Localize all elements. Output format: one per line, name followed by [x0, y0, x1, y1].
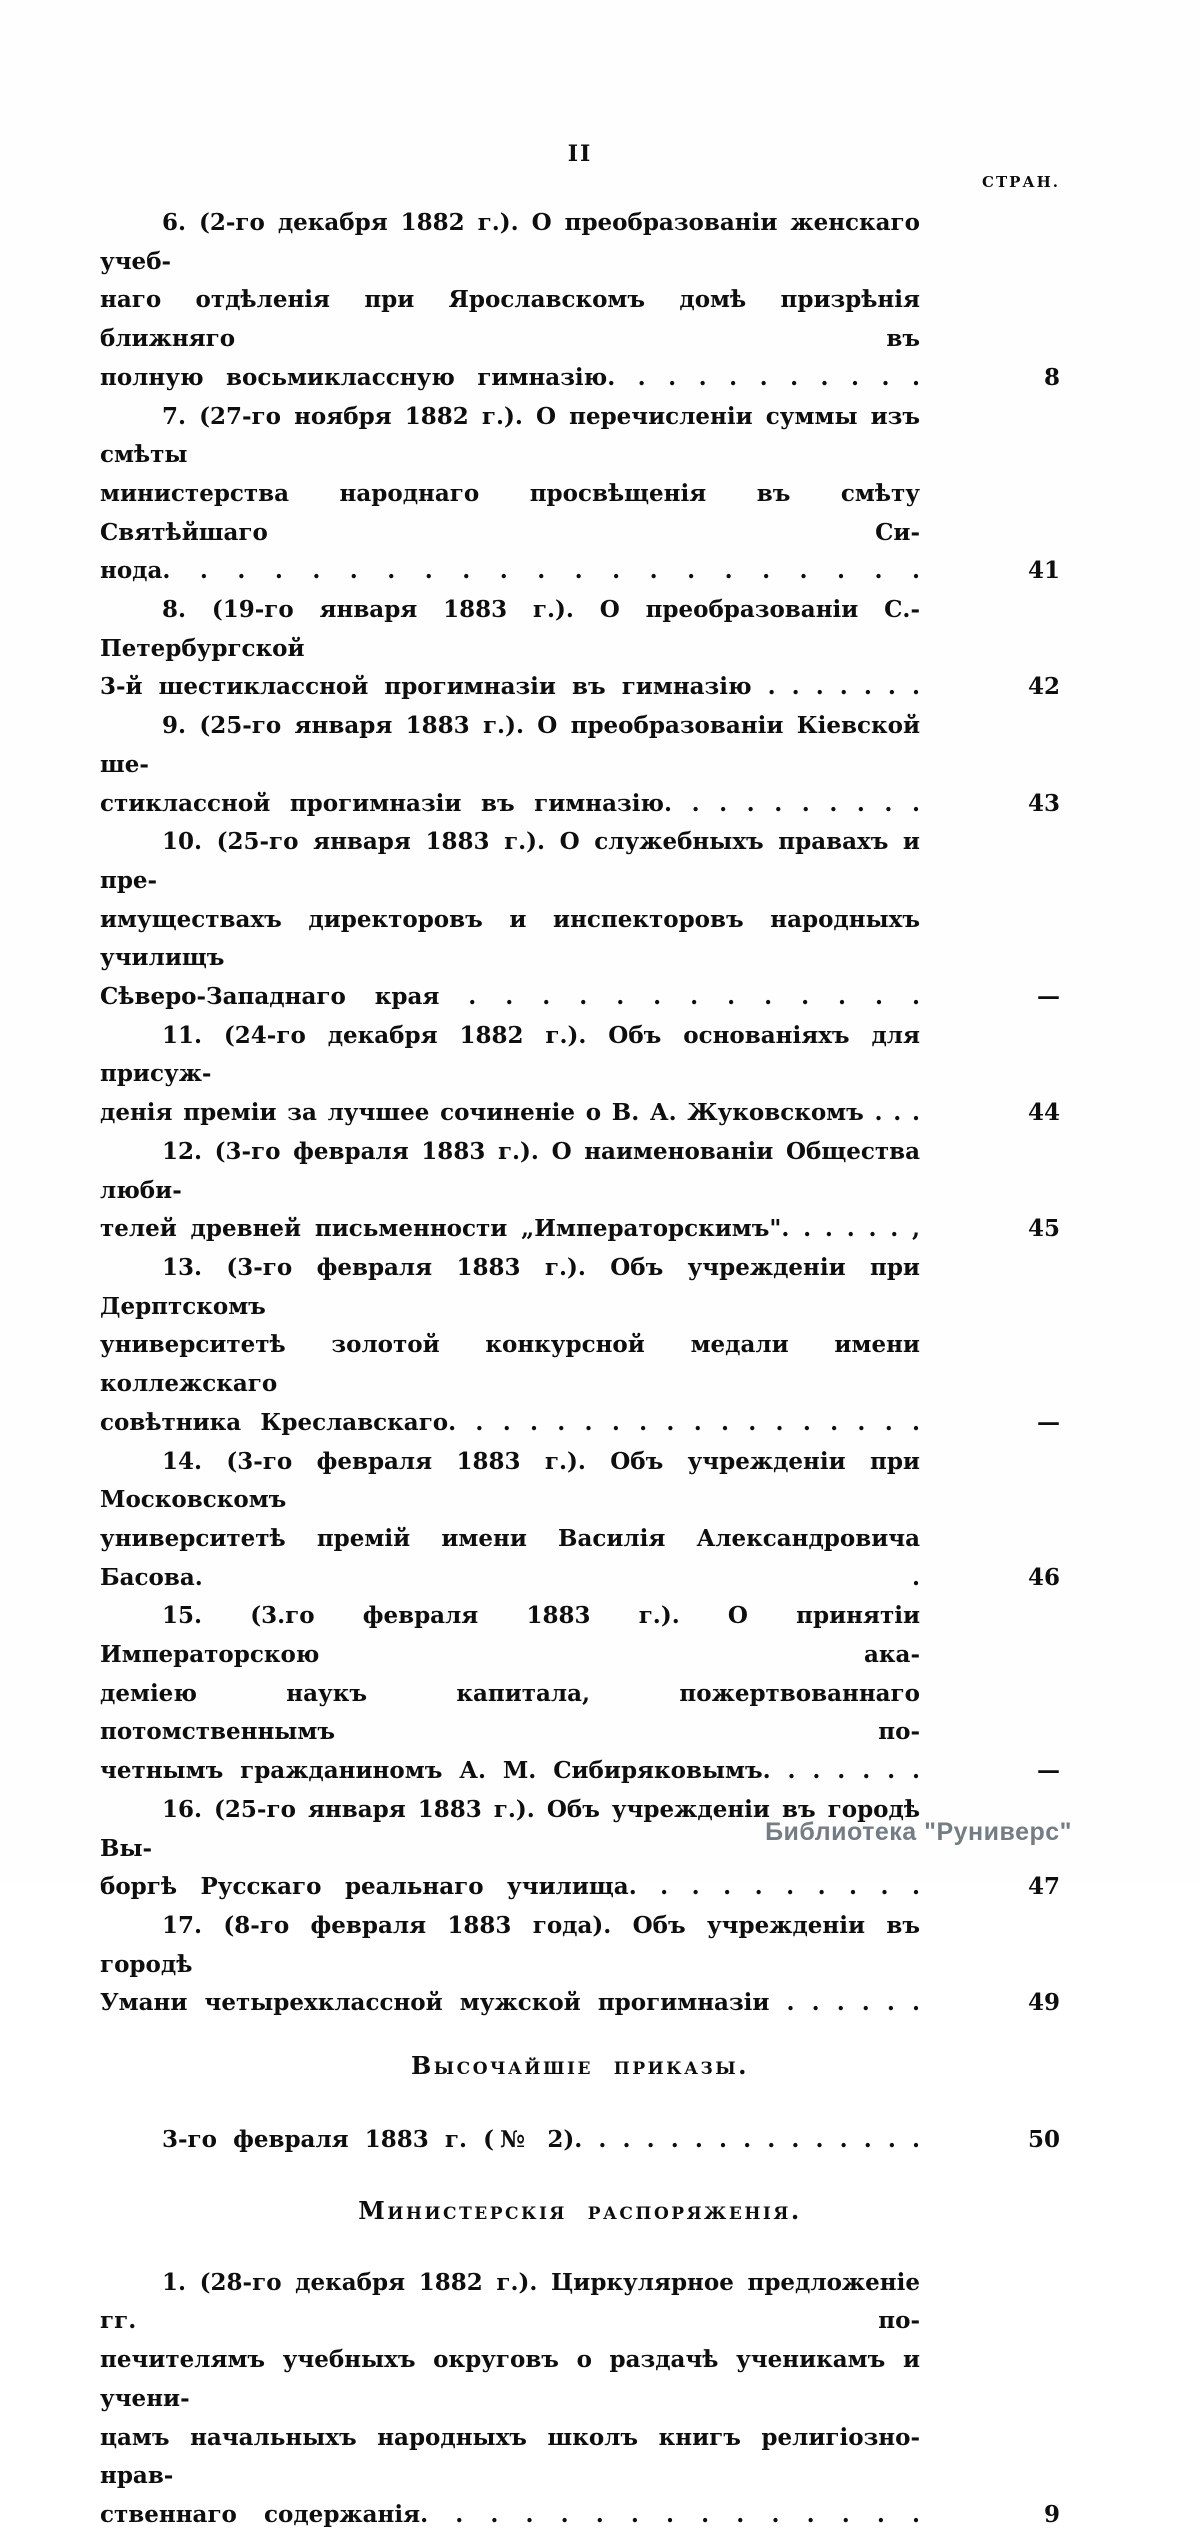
toc-page-number: 43: [1027, 789, 1060, 817]
toc-line: 11. (24-го декабря 1882 г.). Объ основаніяхъ для присуж-: [100, 1021, 920, 1088]
toc-line: полную восьмиклассную гимназію. . . . . . . . . . .: [100, 363, 920, 391]
toc-entry: [100, 398, 1060, 592]
toc-entry-text: [100, 1907, 920, 2023]
toc-line: телей древней письменности „Императорскимъ". . . . . . ,: [100, 1215, 920, 1243]
toc-entry-text: [100, 1017, 920, 1133]
toc-line: 3-го февраля 1883 г. (№ 2). . . . . . . . . . . . . . .: [162, 2126, 920, 2154]
toc-entry-text: [100, 1597, 920, 1791]
toc-entry: [100, 2264, 1060, 2535]
toc-line: 15. (3.го февраля 1883 г.). О принятіи Императорскою ака-: [100, 1602, 920, 1669]
page-column-header: СТРАН.: [982, 173, 1060, 191]
toc-line: 8. (19-го января 1883 г.). О преобразованіи С.-Петербургской: [100, 596, 920, 662]
toc-line: 12. (3-го февраля 1883 г.). О наименованіи Общества люби-: [100, 1137, 920, 1204]
toc-entry-text: [100, 398, 920, 592]
toc-entry: [100, 823, 1060, 1017]
toc-line: Умани четырехклассной мужской прогимназіи . . . . . .: [100, 1989, 920, 2017]
toc-page-number: 46: [1027, 1563, 1060, 1591]
toc-page-number: 42: [1027, 673, 1060, 701]
toc-entry-text: [100, 2264, 920, 2535]
toc-entry-text: [100, 1133, 920, 1249]
toc-line: боргѣ Русскаго реальнаго училища. . . . . . . . . .: [100, 1873, 920, 1901]
toc-page-number: 44: [1027, 1099, 1060, 1127]
toc-entry-text: [100, 591, 920, 707]
toc-page-number: 8: [1043, 363, 1060, 391]
toc-line: денія преміи за лучшее сочиненіе о В. А. Жуковскомъ . . .: [100, 1099, 920, 1127]
toc-line: имуществахъ директоровъ и инспекторовъ народныхъ училищъ: [100, 905, 920, 972]
toc-entry: [100, 204, 1060, 398]
toc-line: министерства народнаго просвѣщенія въ смѣту Святѣйшаго Си-: [100, 479, 920, 546]
toc-line: ственнаго содержанія. . . . . . . . . . . . . . .: [100, 2500, 920, 2528]
toc-line: 7. (27-го ноября 1882 г.). О перечисленіи суммы изъ смѣты: [100, 402, 920, 469]
toc-line: 3-й шестиклассной прогимназіи въ гимназію . . . . . . .: [100, 673, 920, 701]
toc-entry: [100, 1249, 1060, 1443]
toc-line: печителямъ учебныхъ округовъ о раздачѣ ученикамъ и учени-: [100, 2346, 920, 2412]
toc-entry: [100, 591, 1060, 707]
toc-line: 16. (25-го января 1883 г.). Объ учрежденіи въ городѣ Вы-: [100, 1795, 920, 1862]
toc-entry: [100, 1017, 1060, 1133]
toc-line: 9. (25-го января 1883 г.). О преобразованіи Кіевской ше-: [100, 712, 920, 778]
toc-line: 10. (25-го января 1883 г.). О служебныхъ правахъ и пре-: [100, 828, 920, 894]
toc-line: 17. (8-го февраля 1883 года). Объ учрежденіи въ городѣ: [100, 1911, 920, 1978]
toc-entry-text: [100, 1443, 920, 1598]
toc-entry: [100, 2121, 1060, 2160]
toc-line: 1. (28-го декабря 1882 г.). Циркулярное предложеніе гг. по-: [100, 2268, 920, 2335]
toc-page-number: 9: [1043, 2500, 1060, 2528]
toc-line: наго отдѣленія при Ярославскомъ домѣ призрѣнія ближняго въ: [100, 286, 920, 353]
toc-line: 14. (3-го февраля 1883 г.). Объ учрежденіи при Московскомъ: [100, 1447, 920, 1514]
table-of-contents: [100, 204, 1060, 2535]
toc-entry: [100, 1133, 1060, 1249]
toc-page-number: 47: [1027, 1873, 1060, 1901]
toc-line: 13. (3-го февраля 1883 г.). Объ учрежденіи при Дерптскомъ: [100, 1253, 920, 1320]
toc-entry-text: [100, 707, 920, 823]
toc-line: Сѣверо-Западнаго края . . . . . . . . . . . . .: [100, 983, 920, 1011]
toc-entry-text: [100, 1249, 920, 1443]
toc-line: стиклассной прогимназіи въ гимназію. . . . . . . . . .: [100, 789, 920, 817]
toc-line: цамъ начальныхъ народныхъ школъ книгъ религіозно-нрав-: [100, 2423, 920, 2490]
toc-page-number: —: [1037, 1408, 1060, 1436]
toc-line: университетѣ золотой конкурсной медали имени коллежскаго: [100, 1331, 920, 1398]
toc-entry-text: [100, 2121, 920, 2160]
section-heading: Высочайшіе приказы.: [410, 2051, 750, 2081]
toc-entry-text: [100, 1791, 920, 1907]
toc-page-number: 41: [1027, 557, 1060, 585]
toc-entry: [100, 1907, 1060, 2023]
toc-page-number: 45: [1027, 1215, 1060, 1243]
toc-entry: [100, 1597, 1060, 1791]
toc-page-number: 49: [1027, 1989, 1060, 2017]
toc-entry: [100, 707, 1060, 823]
toc-line: совѣтника Креславскаго. . . . . . . . . . . . . . . . . .: [100, 1408, 920, 1436]
toc-entry: [100, 1791, 1060, 1907]
toc-entry-text: [100, 204, 920, 398]
library-watermark: Библиотека "Руниверс": [765, 1818, 1072, 1846]
toc-line: нода. . . . . . . . . . . . . . . . . . . . .: [100, 557, 920, 585]
section-heading: Министерскія распоряженія.: [358, 2195, 802, 2225]
toc-line: университетѣ премій имени Василія Александровича Басова. .: [100, 1524, 920, 1591]
toc-page-number: 50: [1027, 2126, 1060, 2154]
toc-line: деміею наукъ капитала, пожертвованнаго потомственнымъ по-: [100, 1679, 920, 1746]
page-folio-number: II: [567, 141, 593, 167]
toc-entry-text: [100, 823, 920, 1017]
toc-line: четнымъ гражданиномъ А. М. Сибиряковымъ. . . . . . .: [100, 1757, 920, 1785]
toc-entry: [100, 1443, 1060, 1598]
toc-page-number: —: [1037, 983, 1060, 1011]
page-content: [100, 142, 1060, 2535]
toc-page-number: —: [1037, 1757, 1060, 1785]
toc-line: 6. (2-го декабря 1882 г.). О преобразованіи женскаго учеб-: [100, 209, 920, 275]
